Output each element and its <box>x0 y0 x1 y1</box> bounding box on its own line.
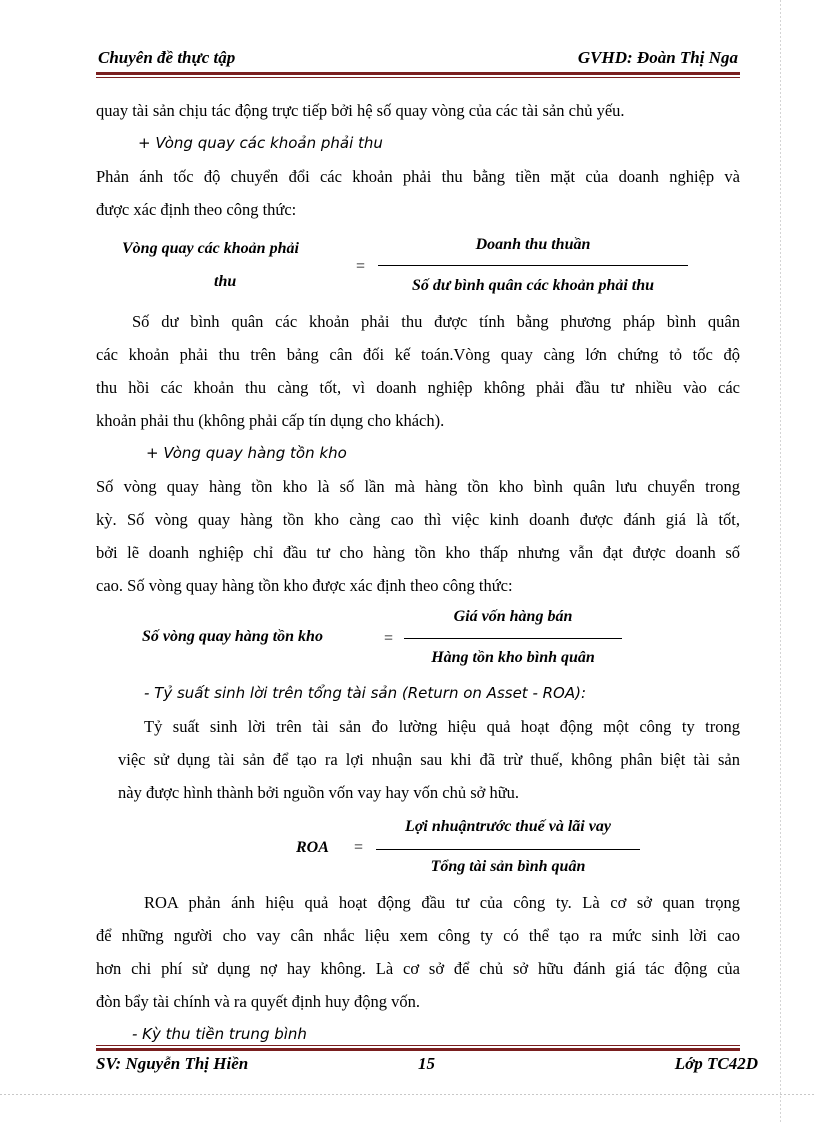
formula-denominator: Hàng tồn kho bình quân <box>431 649 595 666</box>
footer-rule-thin <box>96 1045 740 1046</box>
formula-lhs: ROA <box>296 839 329 856</box>
header-title: Chuyên đề thực tập <box>98 48 236 67</box>
text-line: Phản ánh tốc độ chuyển đổi các khoản phải thu bằng tiền mặt của doanh nghiệp và <box>96 167 740 186</box>
page-body-4 <box>96 886 740 1051</box>
formula-numerator: Lợi nhuậntrước thuế và lãi vay <box>405 818 611 835</box>
header-advisor: GVHD: Đoàn Thị Nga <box>577 48 738 67</box>
text-line: này được hình thành bởi nguồn vốn vay hay vốn chủ sở hữu. <box>118 783 520 802</box>
text-line: để những người cho vay cân nhắc liệu xem công ty có thể tạo ra mức sinh lời cao <box>96 926 740 945</box>
formula-lhs: Vòng quay các khoản phải <box>122 240 299 257</box>
formula-numerator: Giá vốn hàng bán <box>453 608 573 625</box>
text-line: được xác định theo công thức: <box>96 200 297 219</box>
text-line: bởi lẽ doanh nghiệp chỉ đầu tư cho hàng tồn kho thấp nhưng vẫn đạt được doanh số <box>96 543 740 562</box>
footer-rule <box>96 1048 740 1051</box>
subheading-collection-period: - Kỳ thu tiền trung bình <box>132 1025 307 1043</box>
header-rule <box>96 72 740 75</box>
formula-denominator: Số dư bình quân các khoản phải thu <box>411 277 655 294</box>
fraction-bar <box>378 265 688 266</box>
formula-equals: = <box>356 258 366 275</box>
text-line: kỳ. Số vòng quay hàng tồn kho càng cao thì việc kinh doanh được đánh giá là tốt, <box>96 510 740 529</box>
subheading-roa: - Tỷ suất sinh lời trên tổng tài sản (Return on Asset - ROA): <box>144 684 587 702</box>
fraction-bar <box>404 638 622 639</box>
page-border-right <box>780 0 781 1123</box>
text-line: cao. Số vòng quay hàng tồn kho được xác định theo công thức: <box>96 576 513 595</box>
subheading-receivables-turnover: + Vòng quay các khoản phải thu <box>138 134 383 152</box>
text-line: thu hồi các khoản thu càng tốt, vì doanh nghiệp không phải đầu tư nhiều vào các <box>96 378 740 397</box>
text-line: hơn chi phí sử dụng nợ hay không. Là cơ sở để chủ sở hữu đánh giá tác động của <box>96 959 740 978</box>
formula-equals: = <box>384 630 394 647</box>
text-line: ROA phản ánh hiệu quả hoạt động đầu tư của công ty. Là cơ sở quan trọng <box>144 893 740 912</box>
page-number: 15 <box>418 1054 435 1073</box>
text-line: Số dư bình quân các khoản phải thu được tính bằng phương pháp bình quân <box>132 312 740 331</box>
page-border-bottom <box>0 1094 816 1095</box>
text-line: khoản phải thu (không phải cấp tín dụng cho khách). <box>96 411 445 430</box>
header-rule-thin <box>96 77 740 78</box>
formula-denominator: Tổng tài sản bình quân <box>430 858 586 875</box>
page-body <box>96 94 740 226</box>
text-line: việc sử dụng tài sản để tạo ra lợi nhuận sau khi đã trừ thuế, không phân biệt tài sản <box>118 750 740 769</box>
page-body-3 <box>96 677 740 809</box>
subheading-inventory-turnover: + Vòng quay hàng tồn kho <box>146 444 347 462</box>
footer-class: Lớp TC42D <box>674 1054 758 1073</box>
formula-lhs: Số vòng quay hàng tồn kho <box>142 628 323 645</box>
footer-student: SV: Nguyễn Thị Hiền <box>96 1054 249 1073</box>
fraction-bar <box>376 849 640 850</box>
page-body-2 <box>96 305 740 602</box>
text-line: Số vòng quay hàng tồn kho là số lần mà hàng tồn kho bình quân lưu chuyển trong <box>96 477 740 496</box>
text-line: quay tài sản chịu tác động trực tiếp bởi hệ số quay vòng của các tài sản chủ yếu. <box>96 101 625 120</box>
text-line: đòn bẩy tài chính và ra quyết định huy động vốn. <box>96 992 420 1011</box>
formula-lhs: thu <box>214 273 237 290</box>
text-line: Tỷ suất sinh lời trên tài sản đo lường hiệu quả hoạt động một công ty trong <box>144 717 740 736</box>
formula-numerator: Doanh thu thuần <box>475 236 591 253</box>
formula-equals: = <box>354 839 364 856</box>
text-line: các khoản phải thu trên bảng cân đối kế toán.Vòng quay càng lớn chứng tỏ tốc độ <box>96 345 740 364</box>
